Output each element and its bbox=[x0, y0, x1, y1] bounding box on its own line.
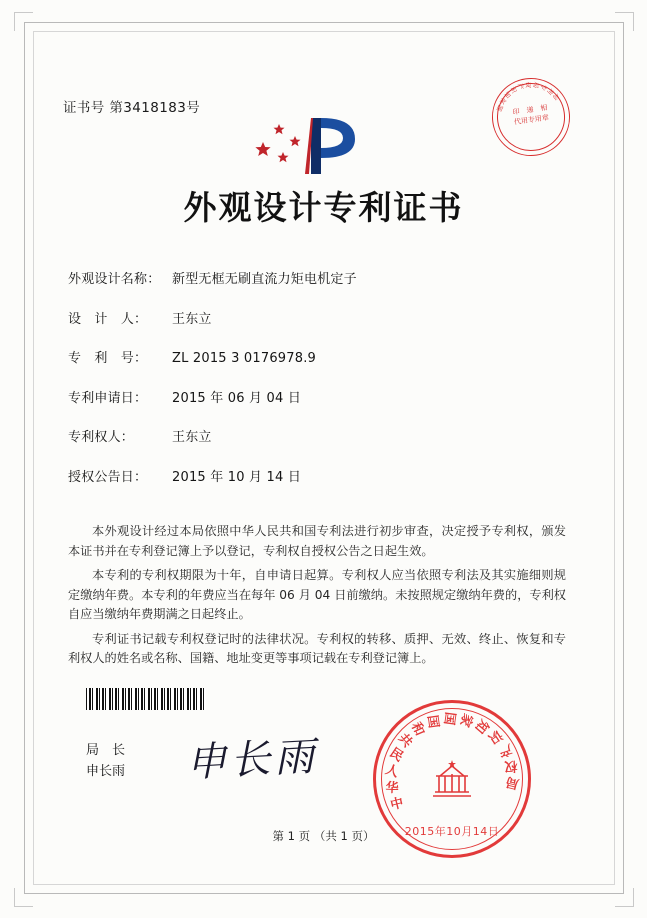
field-designer bbox=[68, 308, 568, 327]
field-value: 2015 年 06 月 04 日 bbox=[172, 390, 302, 406]
certificate-number: 证书号 第3418183号 bbox=[63, 100, 201, 116]
stamp-arc-text: 国 家 知 识 产 权 局 专 利 局 bbox=[495, 80, 561, 114]
page-title: 外观设计专利证书 bbox=[183, 188, 464, 227]
field-value: 王东立 bbox=[172, 430, 212, 445]
legal-paragraph: 专利证书记载专利权登记时的法律状况。专利权的转移、质押、无效、终止、恢复和专利权人的姓名或名称、国籍、地址变更等事项记载在专利登记簿上。 bbox=[68, 631, 566, 665]
field-list bbox=[68, 268, 568, 505]
national-emblem-icon bbox=[429, 758, 475, 800]
field-application-date bbox=[68, 387, 568, 406]
barcode bbox=[86, 688, 206, 710]
handwritten-signature: 申长雨 bbox=[185, 733, 320, 787]
field-value: 新型无框无刷直流力矩电机定子 bbox=[172, 272, 357, 287]
director-label: 局 长 bbox=[86, 743, 126, 758]
patent-office-stamp-top bbox=[487, 73, 575, 161]
seal-date: 2015年10月14日 bbox=[404, 825, 500, 838]
stamp-center-text: 印 递 相 代用专用章 bbox=[512, 103, 550, 127]
field-label: 设 计 人： bbox=[68, 311, 148, 327]
field-grant-announcement-date bbox=[68, 466, 568, 485]
corner-mark-bottom-left bbox=[14, 888, 33, 907]
cnipa-logo-icon bbox=[255, 108, 375, 180]
legal-paragraph: 本外观设计经过本局依照中华人民共和国专利法进行初步审查，决定授予专利权，颁发本证书并在专利登记簿上予以登记，专利权自授权公告之日起生效。 bbox=[68, 524, 566, 558]
field-label: 授权公告日： bbox=[68, 469, 148, 485]
director-name: 申长雨 bbox=[86, 764, 126, 779]
field-label: 专利权人： bbox=[68, 430, 135, 445]
field-label: 专 利 号： bbox=[68, 351, 148, 366]
corner-mark-bottom-right bbox=[615, 888, 634, 907]
seal-arc-text: 中 华 人 民 共 和 国 国 家 知 识 产 权 局 bbox=[383, 710, 521, 814]
legal-text-block bbox=[68, 522, 566, 674]
page-footer: 第 1 页 （共 1 页） bbox=[272, 829, 375, 843]
field-label: 专利申请日： bbox=[68, 390, 148, 406]
corner-mark-top-right bbox=[615, 12, 634, 31]
field-patent-number bbox=[68, 347, 568, 366]
field-label: 外观设计名称： bbox=[68, 272, 161, 287]
field-patentee bbox=[68, 426, 568, 445]
field-value: ZL 2015 3 0176978.9 bbox=[172, 351, 317, 366]
field-value: 2015 年 10 月 14 日 bbox=[172, 469, 302, 485]
field-design-name bbox=[68, 268, 568, 287]
corner-mark-top-left bbox=[14, 12, 33, 31]
field-value: 王东立 bbox=[172, 311, 212, 327]
signature-block bbox=[86, 740, 125, 782]
legal-paragraph: 本专利的专利权期限为十年，自申请日起算。专利权人应当依照专利法及其实施细则规定缴纳年费。本专利的年费应当在每年 06 月 04 日前缴纳。未按照规定缴纳年费的，专利权自应当缴纳年费期满之日起终止。 bbox=[68, 568, 566, 621]
